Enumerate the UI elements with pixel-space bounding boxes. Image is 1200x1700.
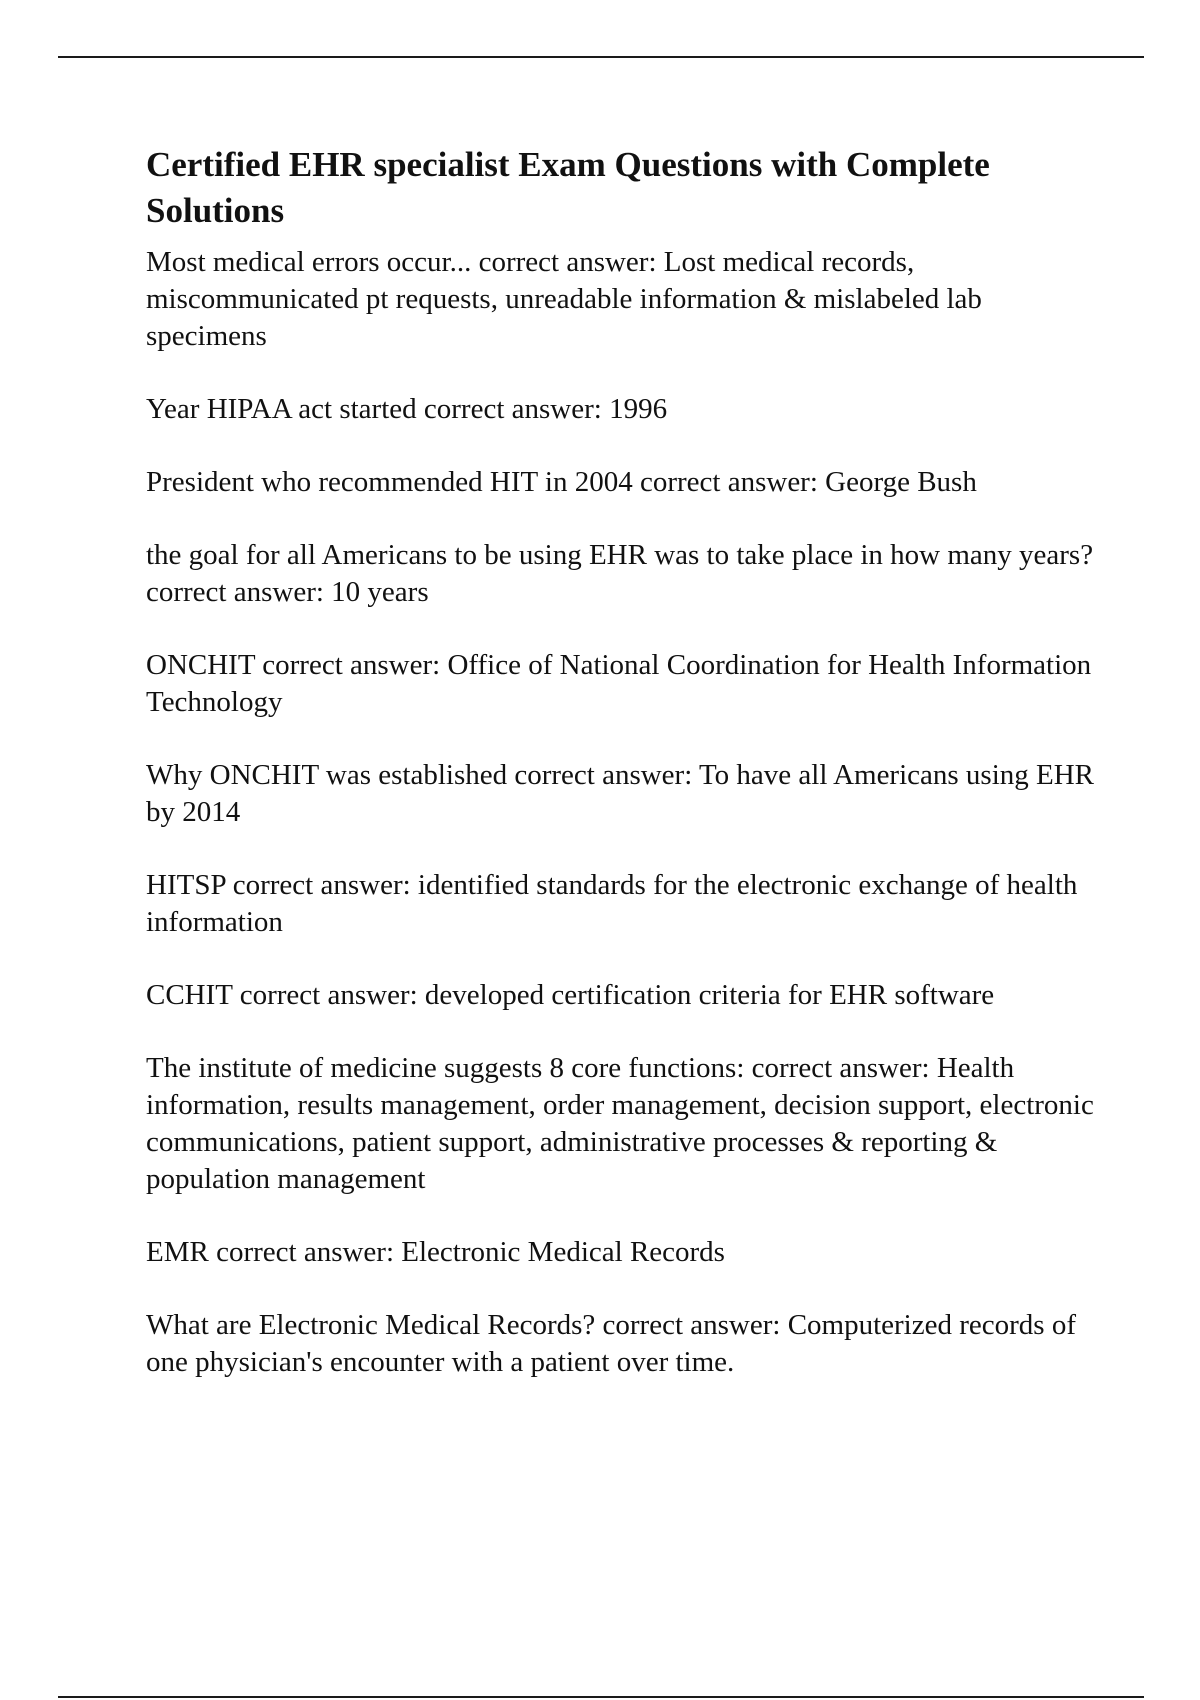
- question-answer-item: Most medical errors occur... correct answer: Lost medical records, miscommunicated pt requests, unreadable information & mislabeled lab specimens: [146, 246, 982, 352]
- question-answer-item: What are Electronic Medical Records? correct answer: Computerized records of one physician's encounter with a patient over time.: [146, 1309, 1076, 1378]
- question-answer-item: CCHIT correct answer: developed certification criteria for EHR software: [146, 979, 995, 1011]
- top-divider: [58, 56, 1144, 58]
- document-body: [146, 142, 1106, 1417]
- page-title: Certified EHR specialist Exam Questions with Complete Solutions: [146, 145, 990, 230]
- question-answer-item: Year HIPAA act started correct answer: 1996: [146, 393, 668, 425]
- bottom-divider: [58, 1696, 1144, 1698]
- question-answer-item: President who recommended HIT in 2004 correct answer: George Bush: [146, 466, 977, 498]
- question-answer-item: HITSP correct answer: identified standards for the electronic exchange of health information: [146, 869, 1078, 938]
- question-answer-item: EMR correct answer: Electronic Medical Records: [146, 1236, 725, 1268]
- question-answer-item: the goal for all Americans to be using EHR was to take place in how many years? correct answer: 10 years: [146, 539, 1094, 608]
- question-list: [146, 244, 1106, 1381]
- question-answer-item: Why ONCHIT was established correct answer: To have all Americans using EHR by 2014: [146, 759, 1095, 828]
- question-answer-item: ONCHIT correct answer: Office of National Coordination for Health Information Technology: [146, 649, 1092, 718]
- question-answer-item: The institute of medicine suggests 8 core functions: correct answer: Health information, results management, order management, decision support, electronic communications, patient support, administrative processes & reporting & population management: [146, 1052, 1094, 1195]
